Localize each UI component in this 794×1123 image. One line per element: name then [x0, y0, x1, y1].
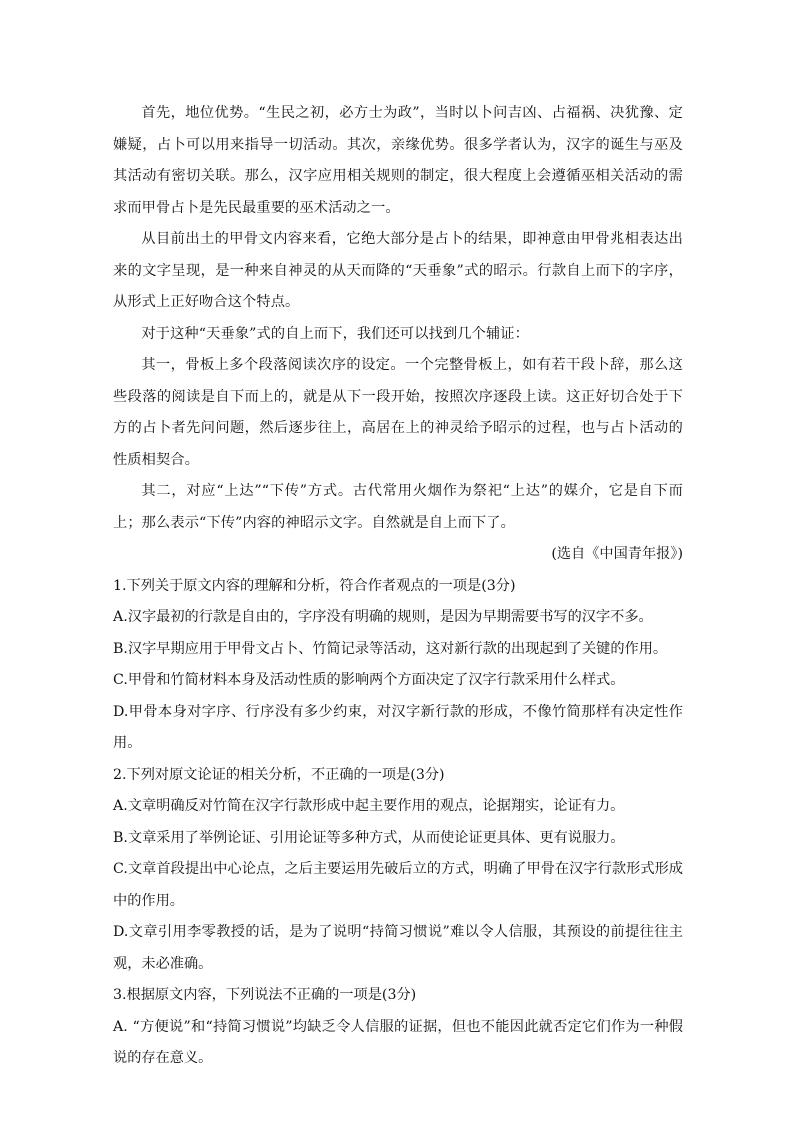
question-stem: 3.根据原文内容，下列说法不正确的一项是(3分)	[113, 987, 417, 1003]
option-b: B.汉字早期应用于甲骨文占卜、竹简记录等活动，这对新行款的出现起到了关键的作用。	[113, 640, 668, 657]
article-paragraph-3: 对于这种“天垂象”式的自上而下，我们还可以找到几个辅证：	[141, 325, 529, 342]
article-paragraph-1: 首先，地位优势。“生民之初，必方士为政”，当时以卜问吉凶、占福祸、决犹豫、定嫌疑，占卜可以用来指导一切活动。其次，亲缘优势。很多学者认为，汉字的诞生与巫及其活动有密切关联。那么，汉字应用相关规则的制定，很大程度上会遵循巫相关活动的需求而甲骨占卜是先民最重要的巫术活动之一。	[113, 105, 683, 216]
option-c: C.甲骨和竹简材料本身及活动性质的影响两个方面决定了汉字行款采用什么样式。	[113, 672, 625, 688]
document-page	[113, 98, 683, 1075]
option-d: D.文章引用李零教授的话，是为了说明“持简习惯说”难以令人信服，其预设的前提往往主观，未必准确。	[113, 924, 683, 972]
question-3	[113, 980, 683, 1075]
article-paragraph-4: 其一，骨板上多个段落阅读次序的设定。一个完整骨板上，如有若干段卜辞，那么这些段落的阅读是自下而上的，就是从下一段开始，按照次序逐段上读。这正好切合处于下方的占卜者先问问题，然后逐步往上，高居在上的神灵给予昭示的过程，也与占卜活动的性质相契合。	[113, 357, 683, 468]
option-a: A. “方便说”和“持简习惯说”均缺乏令人信服的证据，但也不能因此就否定它们作为一种假说的存在意义。	[113, 1018, 683, 1066]
option-a: A.汉字最初的行款是自由的，字序没有明确的规则，是因为早期需要书写的汉字不多。	[113, 609, 653, 625]
question-stem: 1.下列关于原文内容的理解和分析，符合作者观点的一项是(3分)	[113, 577, 516, 594]
article-paragraph-5: 其二，对应“上达”“下传”方式。古代常用火烟作为祭祀“上达”的媒介，它是自下而上；那么表示“下传”内容的神昭示文字。自然就是自上而下了。	[113, 483, 683, 531]
option-c: C.文章首段提出中心论点，之后主要运用先破后立的方式，明确了甲骨在汉字行款形式形成中的作用。	[113, 861, 683, 909]
article-source: (选自《中国青年报》)	[551, 546, 683, 562]
question-stem: 2.下列对原文论证的相关分析，不正确的一项是(3分)	[113, 766, 445, 783]
article-paragraph-2: 从目前出土的甲骨文内容来看，它绝大部分是占卜的结果，即神意由甲骨兆相表达出来的文字呈现，是一种来自神灵的从天而降的“天垂象”式的昭示。行款自上而下的字序，从形式上正好吻合这个特点。	[113, 231, 683, 310]
question-1	[113, 571, 683, 760]
option-d: D.甲骨本身对字序、行序没有多少约束，对汉字新行款的形成，不像竹简那样有决定性作用。	[113, 703, 683, 751]
option-b: B.文章采用了举例论证、引用论证等多种方式，从而使论证更具体、更有说服力。	[113, 829, 625, 846]
option-a: A.文章明确反对竹简在汉字行款形成中起主要作用的观点，论据翔实，论证有力。	[113, 798, 625, 814]
question-2	[113, 760, 683, 981]
